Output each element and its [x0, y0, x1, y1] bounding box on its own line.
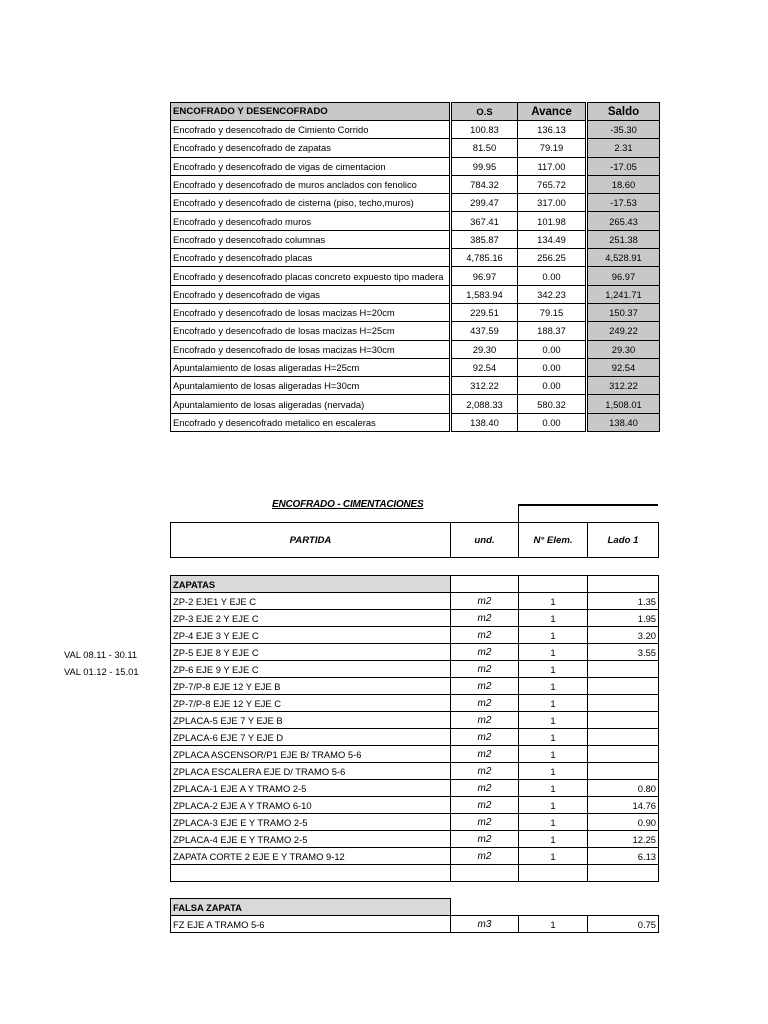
- detail-elements-cell: 1: [519, 797, 588, 814]
- summary-row: [171, 267, 660, 285]
- summary-row: [171, 285, 660, 303]
- summary-avance-cell: 134.49: [518, 230, 587, 248]
- summary-avance-cell: 79.15: [518, 303, 587, 321]
- summary-saldo-cell: 265.43: [587, 212, 660, 230]
- section-empty-cell: [451, 899, 519, 916]
- summary-partida-cell: Encofrado y desencofrado placas: [171, 249, 451, 267]
- summary-partida-cell: Encofrado y desencofrado de losas macizas H=20cm: [171, 303, 451, 321]
- summary-os-cell: 367.41: [451, 212, 518, 230]
- summary-table-body: [171, 121, 660, 432]
- summary-partida-cell: Apuntalamiento de losas aligeradas H=25cm: [171, 358, 451, 376]
- summary-header-saldo: Saldo: [587, 103, 660, 121]
- detail-unit-cell: m2: [451, 746, 519, 763]
- detail-elements-cell: 1: [519, 678, 588, 695]
- summary-avance-cell: 101.98: [518, 212, 587, 230]
- summary-saldo-cell: 251.38: [587, 230, 660, 248]
- section-empty-cell: [588, 576, 659, 593]
- detail-header-partida: PARTIDA: [171, 523, 451, 558]
- detail-unit-cell: m2: [451, 814, 519, 831]
- spacer-cell: [588, 558, 659, 576]
- detail-partida-cell: ZP-2 EJE1 Y EJE C: [171, 593, 451, 610]
- detail-elements-cell: 1: [519, 644, 588, 661]
- detail-partida-cell: ZPLACA ASCENSOR/P1 EJE B/ TRAMO 5-6: [171, 746, 451, 763]
- table-row: [171, 848, 659, 865]
- detail-unit-cell: m2: [451, 848, 519, 865]
- summary-avance-cell: 317.00: [518, 194, 587, 212]
- section-empty-cell: [519, 576, 588, 593]
- summary-partida-cell: Encofrado y desencofrado de muros anclados con fenolico: [171, 175, 451, 193]
- section-label: FALSA ZAPATA: [171, 899, 451, 916]
- detail-lado-cell: 0.75: [588, 916, 659, 933]
- section-row: [171, 899, 659, 916]
- detail-partida-cell: ZPLACA-2 EJE A Y TRAMO 6-10: [171, 797, 451, 814]
- detail-partida-cell: ZPLACA ESCALERA EJE D/ TRAMO 5-6: [171, 763, 451, 780]
- detail-elements-cell: 1: [519, 831, 588, 848]
- summary-avance-cell: 0.00: [518, 267, 587, 285]
- summary-os-cell: 229.51: [451, 303, 518, 321]
- table-row: [171, 644, 659, 661]
- summary-os-cell: 29.30: [451, 340, 518, 358]
- summary-avance-cell: 117.00: [518, 157, 587, 175]
- summary-os-cell: 96.97: [451, 267, 518, 285]
- detail-lado-cell: 0.90: [588, 814, 659, 831]
- summary-os-cell: 299.47: [451, 194, 518, 212]
- summary-os-cell: 100.83: [451, 121, 518, 139]
- section-label: ZAPATAS: [171, 576, 451, 593]
- detail-partida-cell: ZP-4 EJE 3 Y EJE C: [171, 627, 451, 644]
- summary-saldo-cell: -17.53: [587, 194, 660, 212]
- summary-row: [171, 413, 660, 431]
- summary-partida-cell: Encofrado y desencofrado de cisterna (piso, techo,muros): [171, 194, 451, 212]
- detail-lado-cell: 14.76: [588, 797, 659, 814]
- detail-lado-cell: 3.20: [588, 627, 659, 644]
- detail-header-row: [171, 523, 659, 558]
- summary-os-cell: 437.59: [451, 322, 518, 340]
- summary-row: [171, 395, 660, 413]
- detail-lado-cell: 0.80: [588, 780, 659, 797]
- detail-unit-cell: m2: [451, 831, 519, 848]
- side-note-2: VAL 01.12 - 15.01: [64, 666, 139, 677]
- table-row: [171, 763, 659, 780]
- summary-row: [171, 157, 660, 175]
- table-row: [171, 712, 659, 729]
- detail-elements-cell: 1: [519, 593, 588, 610]
- detail-table-title: ENCOFRADO - CIMENTACIONES: [272, 499, 424, 510]
- section-empty-cell: [519, 899, 588, 916]
- summary-saldo-cell: 249.22: [587, 322, 660, 340]
- summary-saldo-cell: 150.37: [587, 303, 660, 321]
- detail-unit-cell: m2: [451, 627, 519, 644]
- summary-row: [171, 212, 660, 230]
- detail-header-unit: und.: [451, 523, 519, 558]
- summary-partida-cell: Encofrado y desencofrado de Cimiento Corrido: [171, 121, 451, 139]
- summary-row: [171, 194, 660, 212]
- spacer-cell: [451, 558, 519, 576]
- detail-partida-cell: ZP-7/P-8 EJE 12 Y EJE C: [171, 695, 451, 712]
- spacer-cell: [171, 558, 451, 576]
- summary-avance-cell: 342.23: [518, 285, 587, 303]
- spacer-cell: [588, 882, 659, 899]
- summary-saldo-cell: 29.30: [587, 340, 660, 358]
- empty-cell: [519, 865, 588, 882]
- empty-row: [171, 865, 659, 882]
- summary-avance-cell: 136.13: [518, 121, 587, 139]
- summary-avance-cell: 79.19: [518, 139, 587, 157]
- summary-saldo-cell: -17.05: [587, 157, 660, 175]
- spacer-cell: [519, 882, 588, 899]
- summary-avance-cell: 188.37: [518, 322, 587, 340]
- summary-partida-cell: Encofrado y desencofrado de vigas: [171, 285, 451, 303]
- empty-cell: [588, 865, 659, 882]
- table-row: [171, 610, 659, 627]
- table-row: [171, 678, 659, 695]
- detail-unit-cell: m2: [451, 780, 519, 797]
- detail-unit-cell: m2: [451, 729, 519, 746]
- detail-partida-cell: ZPLACA-3 EJE E Y TRAMO 2-5: [171, 814, 451, 831]
- detail-lado-cell: [588, 678, 659, 695]
- summary-saldo-cell: 92.54: [587, 358, 660, 376]
- detail-table-body: [171, 523, 659, 933]
- summary-row: [171, 303, 660, 321]
- spacer-cell: [171, 882, 451, 899]
- empty-cell: [171, 865, 451, 882]
- summary-saldo-cell: 18.60: [587, 175, 660, 193]
- summary-avance-cell: 580.32: [518, 395, 587, 413]
- section-empty-cell: [451, 576, 519, 593]
- summary-partida-cell: Encofrado y desencofrado de losas macizas H=25cm: [171, 322, 451, 340]
- detail-lado-cell: [588, 729, 659, 746]
- summary-saldo-cell: 138.40: [587, 413, 660, 431]
- summary-avance-cell: 0.00: [518, 377, 587, 395]
- detail-unit-cell: m2: [451, 610, 519, 627]
- detail-lado-cell: [588, 712, 659, 729]
- detail-elements-cell: 1: [519, 763, 588, 780]
- summary-avance-cell: 765.72: [518, 175, 587, 193]
- summary-row: [171, 139, 660, 157]
- detail-partida-cell: FZ EJE A TRAMO 5-6: [171, 916, 451, 933]
- detail-partida-cell: ZPLACA-1 EJE A Y TRAMO 2-5: [171, 780, 451, 797]
- summary-saldo-cell: 4,528.91: [587, 249, 660, 267]
- table-row: [171, 746, 659, 763]
- table-row: [171, 797, 659, 814]
- detail-partida-cell: ZPLACA-6 EJE 7 Y EJE D: [171, 729, 451, 746]
- detail-elements-cell: 1: [519, 695, 588, 712]
- table-row: [171, 916, 659, 933]
- detail-header-frame: [518, 504, 658, 524]
- detail-lado-cell: 1.95: [588, 610, 659, 627]
- side-note-1: VAL 08.11 - 30.11: [64, 649, 138, 660]
- summary-row: [171, 322, 660, 340]
- summary-partida-cell: Encofrado y desencofrado metalico en escaleras: [171, 413, 451, 431]
- detail-unit-cell: m3: [451, 916, 519, 933]
- summary-os-cell: 4,785.16: [451, 249, 518, 267]
- detail-elements-cell: 1: [519, 729, 588, 746]
- detail-unit-cell: m2: [451, 797, 519, 814]
- summary-avance-cell: 256.25: [518, 249, 587, 267]
- detail-unit-cell: m2: [451, 644, 519, 661]
- summary-partida-cell: Encofrado y desencofrado muros: [171, 212, 451, 230]
- detail-elements-cell: 1: [519, 848, 588, 865]
- summary-row: [171, 340, 660, 358]
- summary-partida-cell: Apuntalamiento de losas aligeradas H=30cm: [171, 377, 451, 395]
- summary-saldo-cell: 96.97: [587, 267, 660, 285]
- detail-lado-cell: [588, 746, 659, 763]
- detail-lado-cell: [588, 695, 659, 712]
- spacer-cell: [519, 558, 588, 576]
- summary-header-row: [171, 103, 660, 121]
- summary-avance-cell: 0.00: [518, 358, 587, 376]
- detail-lado-cell: 6.13: [588, 848, 659, 865]
- summary-row: [171, 230, 660, 248]
- summary-saldo-cell: 312.22: [587, 377, 660, 395]
- spacer-cell: [451, 882, 519, 899]
- detail-lado-cell: [588, 763, 659, 780]
- summary-os-cell: 81.50: [451, 139, 518, 157]
- detail-elements-cell: 1: [519, 780, 588, 797]
- detail-partida-cell: ZP-5 EJE 8 Y EJE C: [171, 644, 451, 661]
- table-row: [171, 593, 659, 610]
- detail-header-elements: N° Elem.: [519, 523, 588, 558]
- summary-row: [171, 175, 660, 193]
- summary-row: [171, 249, 660, 267]
- detail-partida-cell: ZP-7/P-8 EJE 12 Y EJE B: [171, 678, 451, 695]
- detail-elements-cell: 1: [519, 627, 588, 644]
- summary-saldo-cell: 1,241.71: [587, 285, 660, 303]
- table-row: [171, 695, 659, 712]
- detail-unit-cell: m2: [451, 593, 519, 610]
- section-empty-cell: [588, 899, 659, 916]
- spacer-row: [171, 558, 659, 576]
- summary-header-os: O.S: [451, 103, 518, 121]
- summary-os-cell: 138.40: [451, 413, 518, 431]
- detail-elements-cell: 1: [519, 661, 588, 678]
- summary-avance-cell: 0.00: [518, 413, 587, 431]
- summary-partida-cell: Encofrado y desencofrado de zapatas: [171, 139, 451, 157]
- detail-lado-cell: [588, 661, 659, 678]
- detail-lado-cell: 1.35: [588, 593, 659, 610]
- summary-os-cell: 99.95: [451, 157, 518, 175]
- detail-partida-cell: ZPLACA-5 EJE 7 Y EJE B: [171, 712, 451, 729]
- detail-elements-cell: 1: [519, 814, 588, 831]
- table-row: [171, 780, 659, 797]
- table-row: [171, 661, 659, 678]
- detail-lado-cell: 3.55: [588, 644, 659, 661]
- summary-os-cell: 2,088.33: [451, 395, 518, 413]
- detail-unit-cell: m2: [451, 678, 519, 695]
- table-row: [171, 729, 659, 746]
- detail-elements-cell: 1: [519, 916, 588, 933]
- detail-unit-cell: m2: [451, 712, 519, 729]
- summary-saldo-cell: -35.30: [587, 121, 660, 139]
- detail-elements-cell: 1: [519, 610, 588, 627]
- summary-os-cell: 385.87: [451, 230, 518, 248]
- summary-partida-cell: Encofrado y desencofrado de losas macizas H=30cm: [171, 340, 451, 358]
- summary-header-partida: ENCOFRADO Y DESENCOFRADO: [171, 103, 451, 121]
- summary-os-cell: 92.54: [451, 358, 518, 376]
- summary-partida-cell: Encofrado y desencofrado columnas: [171, 230, 451, 248]
- table-row: [171, 627, 659, 644]
- detail-partida-cell: ZP-6 EJE 9 Y EJE C: [171, 661, 451, 678]
- summary-table: [170, 102, 660, 432]
- summary-saldo-cell: 2.31: [587, 139, 660, 157]
- table-row: [171, 814, 659, 831]
- detail-elements-cell: 1: [519, 712, 588, 729]
- summary-partida-cell: Encofrado y desencofrado placas concreto expuesto tipo madera: [171, 267, 451, 285]
- detail-unit-cell: m2: [451, 763, 519, 780]
- table-row: [171, 831, 659, 848]
- empty-cell: [451, 865, 519, 882]
- summary-header-avance: Avance: [518, 103, 587, 121]
- detail-header-lado: Lado 1: [588, 523, 659, 558]
- detail-partida-cell: ZP-3 EJE 2 Y EJE C: [171, 610, 451, 627]
- detail-unit-cell: m2: [451, 661, 519, 678]
- summary-partida-cell: Encofrado y desencofrado de vigas de cimentacion: [171, 157, 451, 175]
- summary-os-cell: 312.22: [451, 377, 518, 395]
- detail-table: [170, 522, 659, 933]
- summary-partida-cell: Apuntalamiento de losas aligeradas (nervada): [171, 395, 451, 413]
- summary-saldo-cell: 1,508.01: [587, 395, 660, 413]
- section-row: [171, 576, 659, 593]
- summary-os-cell: 784.32: [451, 175, 518, 193]
- detail-elements-cell: 1: [519, 746, 588, 763]
- summary-row: [171, 358, 660, 376]
- summary-avance-cell: 0.00: [518, 340, 587, 358]
- summary-row: [171, 377, 660, 395]
- detail-unit-cell: m2: [451, 695, 519, 712]
- detail-lado-cell: 12.25: [588, 831, 659, 848]
- summary-row: [171, 121, 660, 139]
- summary-os-cell: 1,583.94: [451, 285, 518, 303]
- detail-partida-cell: ZAPATA CORTE 2 EJE E Y TRAMO 9-12: [171, 848, 451, 865]
- detail-partida-cell: ZPLACA-4 EJE E Y TRAMO 2-5: [171, 831, 451, 848]
- spacer-row: [171, 882, 659, 899]
